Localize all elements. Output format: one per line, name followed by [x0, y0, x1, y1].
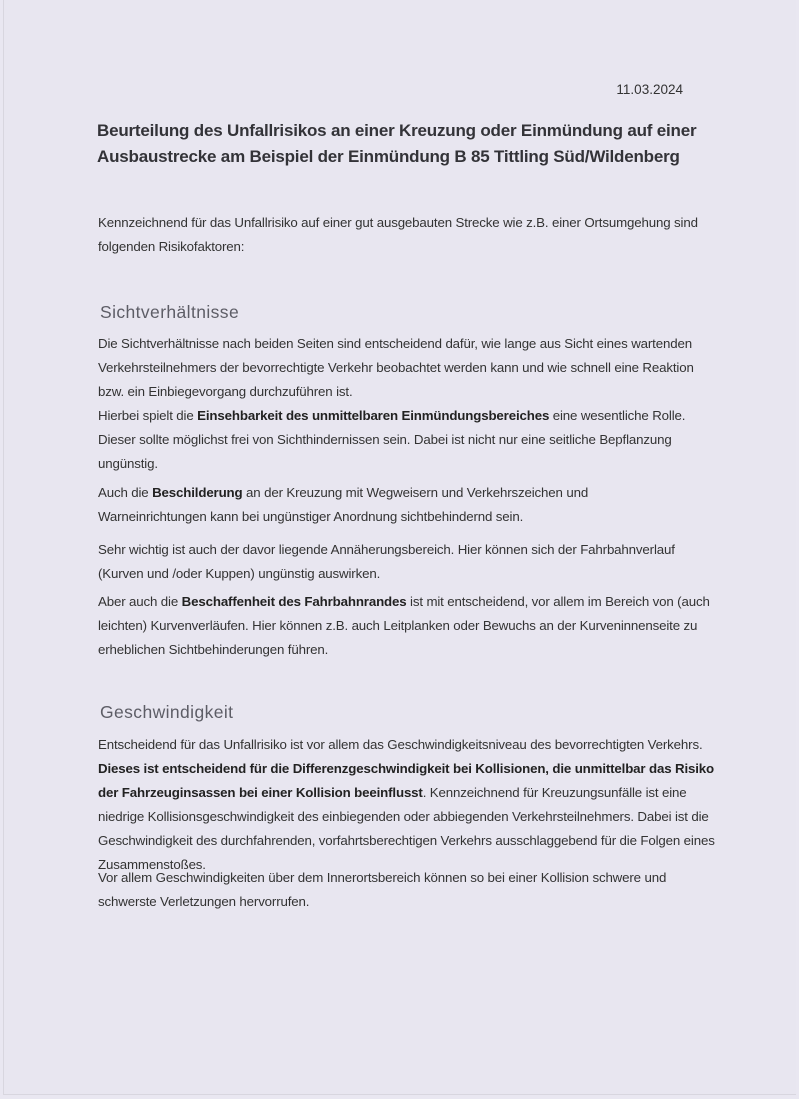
paragraph: Sehr wichtig ist auch der davor liegende Annäherungsbereich. Hier können sich der Fahrbahnverlauf (Kurven und /oder Kuppen) ungünstig auswirken. [98, 542, 675, 581]
text: eine wesentliche Rolle. Dieser sollte möglichst frei von Sichthindernissen sein. Dabei ist nicht nur eine seitliche Bepflanzung ungünstig. [98, 408, 686, 471]
paragraph [98, 404, 713, 476]
bold-text: Einsehbarkeit des unmittelbaren Einmündungsbereiches [197, 408, 550, 423]
document-title [97, 118, 717, 170]
text: Entscheidend für das Unfallrisiko ist vor allem das Geschwindigkeitsniveau des bevorrechtigten Verkehrs. [98, 737, 703, 752]
title-line-1: Beurteilung des Unfallrisikos an einer Kreuzung oder Einmündung auf einer [97, 121, 697, 140]
bold-text: Beschilderung [152, 485, 243, 500]
text: . Kennzeichnend für Kreuzungsunfälle ist eine niedrige Kollisionsgeschwindigkeit des einbiegenden oder abbiegenden Verkehrsteilnehmers. Dabei ist die Geschwindigkeit des durchfahrenden, vorfahrtsberechtigen Verkehrs ausschlaggebend für die Folgen eines Zusammenstoßes. [98, 785, 715, 872]
title-line-2: Ausbaustrecke am Beispiel der Einmündung B 85 Tittling Süd/Wildenberg [97, 147, 680, 166]
paragraph [98, 733, 730, 877]
document-page [3, 0, 796, 1095]
text: ist mit entscheidend, vor allem im Bereich von (auch leichten) Kurvenverläufen. Hier können z.B. auch Leitplanken oder Bewuchs an der Kurveninnenseite zu erheblichen Sichtbehinderungen führen. [98, 594, 710, 657]
bold-text: Beschaffenheit des Fahrbahnrandes [181, 594, 407, 609]
intro-paragraph: Kennzeichnend für das Unfallrisiko auf einer gut ausgebauten Strecke wie z.B. einer Ortsumgehung sind folgenden Risikofaktoren: [98, 215, 698, 254]
document-date: 11.03.2024 [616, 82, 683, 97]
paragraph: Vor allem Geschwindigkeiten über dem Innerortsbereich können so bei einer Kollision schwere und schwerste Verletzungen hervorrufen. [98, 870, 667, 909]
text: Hierbei spielt die [98, 408, 198, 423]
text: Aber auch die [98, 594, 182, 609]
paragraph: Die Sichtverhältnisse nach beiden Seiten sind entscheidend dafür, wie lange aus Sicht eines wartenden Verkehrsteilnehmers der bevorrechtigte Verkehr beobachtet werden kann und wie schnell eine Reaktion bzw. ein Einbiegevorgang durchzuführen ist. [98, 336, 694, 399]
text: an der Kreuzung mit Wegweisern und Verkehrszeichen und Warneinrichtungen kann bei ungünstiger Anordnung sichtbehindernd sein. [98, 485, 589, 524]
paragraph [98, 590, 723, 662]
paragraph [98, 481, 658, 529]
section-heading-sichtverhaeltnisse: Sichtverhältnisse [100, 302, 240, 322]
section-heading-geschwindigkeit: Geschwindigkeit [100, 702, 234, 722]
bold-text: Dieses ist entscheidend für die Differenzgeschwindigkeit bei Kollisionen, die unmittelbar das Risiko der Fahrzeuginsassen bei einer Kollision beeinflusst [98, 761, 714, 800]
text: Auch die [98, 485, 153, 500]
